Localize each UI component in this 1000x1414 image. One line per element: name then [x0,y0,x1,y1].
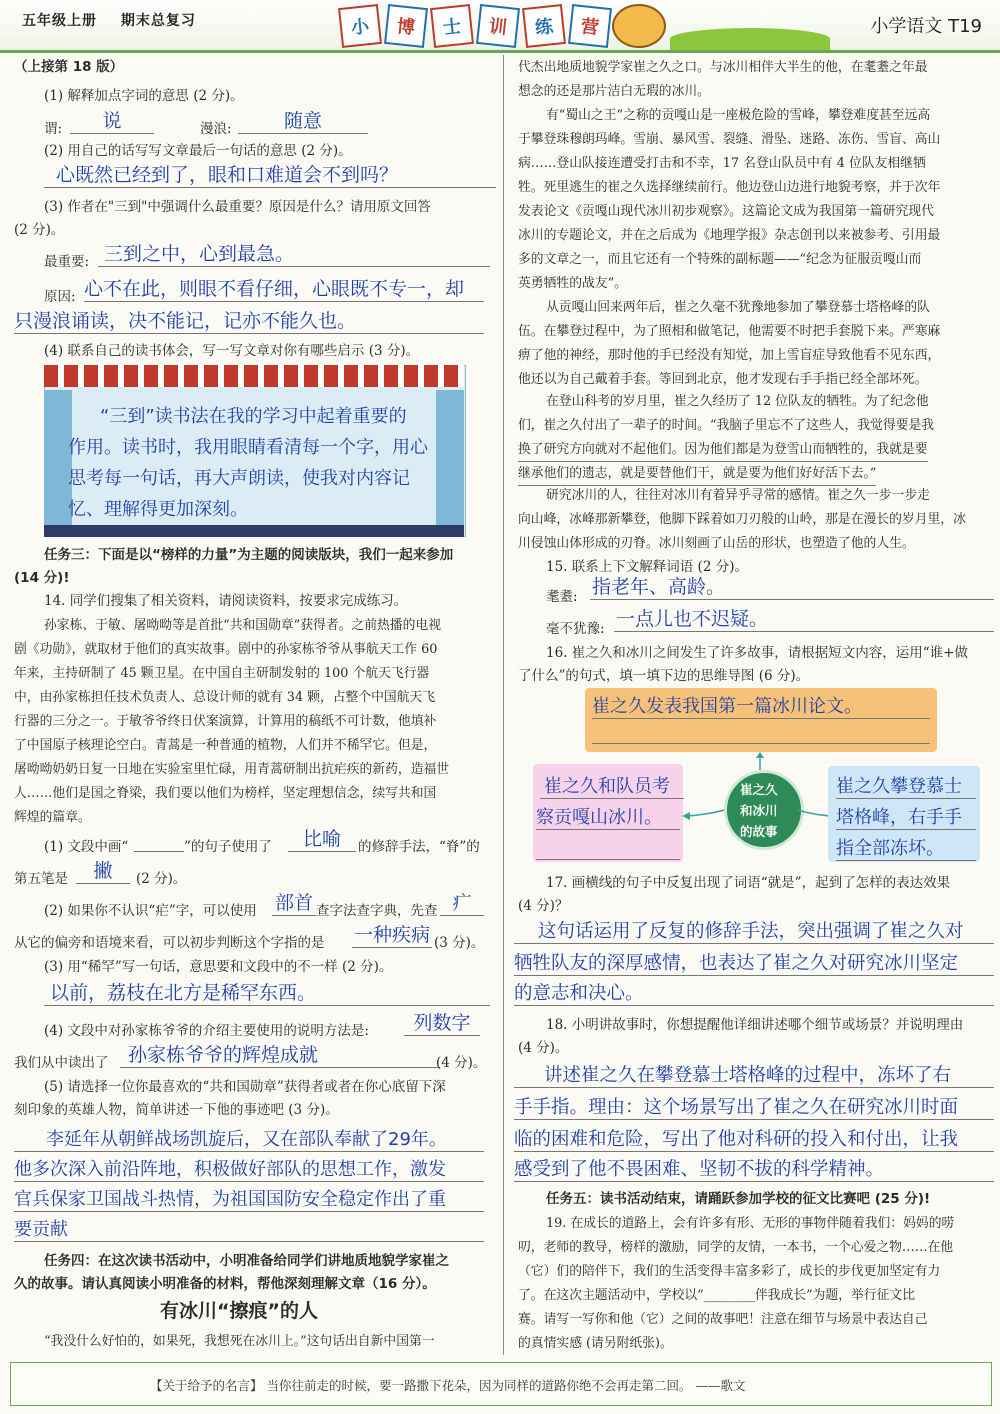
article-line: 想念的还是那片洁白无瑕的冰川。 [518,84,710,99]
q3-reason-answer-2: 只漫浪诵读，决不能记，记亦不能久也。 [14,310,484,334]
q3-score: (2 分)。 [14,222,65,238]
q19-line: 了。在这次主题活动中，学校以“________伴我成长”为题，举行征文比 [518,1288,915,1303]
s2-prompt-d: (3 分)。 [434,935,485,951]
q4-answer-line: 忆、理解得更加深刻。 [68,499,248,520]
q17-prompt: 17. 画横线的句子中反复出现了词语“就是”，起到了怎样的表达效果 [546,875,951,891]
article-line-underlined: 继承他们的遗志，就是要替他们干，就是要为他们好好活下去。” [518,462,876,486]
article-line: 在登山科考的岁月里，崔之久经历了 12 位队友的牺牲。为了纪念他 [546,394,929,409]
article-title: 有冰川“擦痕”的人 [160,1300,318,1322]
map-left-blank-line [536,858,680,860]
q17-answer-line: 这句话运用了反复的修辞手法，突出强调了崔之久对 [514,920,994,944]
article-line: 牲。死里逃生的崔之久选择继续前行。他边登山边进行地貌考察，并于次年 [518,180,941,195]
q17-answer-line: 的意志和决心。 [514,982,994,1006]
header-left [22,10,214,30]
s4-prompt-c: (4 分)。 [436,1055,487,1071]
article-line: 多的文章之一，而且它还有一个特殊的副标题——“纪念为征服贡嘎山而 [518,252,922,267]
s1-answer-rhetoric: 比喻 [288,828,356,852]
s5-answer-line: 要贡献 [14,1218,484,1242]
q17-score: (4 分)？ [518,898,569,914]
continued-label: （上接第 18 版） [14,59,124,75]
task4-heading: 任务四：在这次读书活动中，小明准备给同学们讲地质地貌学家崔之 [44,1253,449,1269]
map-center-line: 和冰川 [740,803,778,818]
article-line: 研究冰川的人，往往对冰川有着异乎寻常的感情。崔之久一步一步走 [546,488,930,503]
article-line: 代杰出地质地貌学家崔之久之口。与冰川相伴大半生的他，在耄耋之年最 [518,60,928,75]
footer-quote: 【关于给予的名言】 当你往前走的时候，要一路撒下花朵，因为同样的道路你绝不会再走第二回。 ——歌文 [150,1378,746,1393]
article-line: 们，崔之久付出了一辈子的时间。“我脑子里忘不了这些人，我觉得要是我 [518,418,935,433]
q15-b-label: 毫不犹豫: [546,621,605,637]
article-line: 从贡嘎山回来两年后，崔之久毫不犹豫地参加了攀登慕士塔格峰的队 [546,300,930,315]
q19-line: （它）们的陪伴下，我们的生活变得丰富多彩了，成长的步伐更加坚定有力 [518,1264,941,1279]
q4-answer-line: 作用。读书时，我用眼睛看清每一个字，用心 [68,437,428,458]
passage-line: 人……他们是国之脊梁，我们要以他们为榜样，坚定理想信念，续写共和国 [14,786,437,801]
s2-prompt-a: (2) 如果你不认识“疟”字，可以使用 [44,903,257,919]
q1-a-answer: 说 [70,110,154,134]
s3-prompt: (3) 用“稀罕”写一句话，意思要和文段中的不一样 (2 分)。 [44,959,393,975]
map-center-line: 的故事 [740,824,778,839]
article-line: 冰川的专题论文，并在之后成为《地理学报》杂志创刊以来被参考、引用最 [518,228,941,243]
s2-prompt-c: 从它的偏旁和语境来看，可以初步判断这个字指的是 [14,935,325,951]
article-line: 英勇牺牲的战友”。 [518,276,627,291]
q15-a-answer: 指老年、高龄。 [590,576,994,600]
q1-b-answer: 随意 [238,110,368,134]
task3-heading: 任务三：下面是以“榜样的力量”为主题的阅读版块，我们一起来参加 [44,547,454,563]
brand-char: 营 [568,4,612,48]
q1-b-label: 漫浪: [200,121,232,137]
q17-answer-line: 牺牲队友的深厚感情，也表达了崔之久对研究冰川坚定 [514,952,994,976]
s4-prompt-b: 我们从中读出了 [14,1055,109,1071]
article-first-line: “我没什么好怕的，如果死，我想死在冰川上。”这句话出自新中国第一 [44,1334,435,1349]
s1-prompt-e: (2 分)。 [136,871,187,887]
q2-prompt: (2) 用自己的话写写文章最后一句话的意思 (2 分)。 [44,143,352,159]
stage-curtain-right [436,390,464,525]
article-line: 他还以为自己戴着手套。等回到北京，他才发现右手手指已经全部坏死。 [518,372,928,387]
map-center-line: 崔之久 [740,782,778,797]
task3-score: (14 分)! [14,570,70,586]
brand-char: 练 [522,4,566,48]
passage-line: 辉煌的篇章。 [14,810,91,825]
s2-answer-method: 部首 [272,892,316,916]
article-line: 于攀登珠穆朗玛峰。雪崩、暴风雪、裂缝、滑坠、迷路、冻伤、雪盲、高山 [518,132,941,147]
s5-prompt: (5) 请选择一位你最喜欢的“共和国勋章”获得者或者在你心底留下深 [44,1079,446,1095]
article-line-underlined: 换了研究方向就对不起他们。因为他们都是为登雪山而牺牲的，我就是要 [518,438,928,462]
mascot-cow-icon [612,4,666,48]
brand-char: 小 [338,4,382,48]
arrow-left-icon [688,810,724,816]
q19-line: 的真情实感 (请另附纸张)。 [518,1336,673,1351]
q3-reason-label: 原因: [44,289,76,305]
q4-answer-line: “三到”读书法在我的学习中起着重要的 [100,406,407,427]
q19-line: 赛。请写一写你和他（它）之间的故事吧！注意在细节与场景中表达自己 [518,1312,928,1327]
s5-answer-line: 李延年从朝鲜战场凯旋后，又在部队奉献了29年。 [14,1128,484,1152]
q3-important-answer: 三到之中，心到最急。 [98,243,490,267]
s1-answer-stroke: 撇 [76,860,130,884]
map-left-text: 察贡嘎山冰川。 [536,803,680,830]
q4-prompt: (4) 联系自己的读书体会，写一写文章对你有哪些启示 (3 分)。 [44,343,420,359]
arrow-right-icon [798,810,830,816]
brand-banner [340,6,610,46]
article-line: 伍。在攀登过程中，为了照相和做笔记，他需要不时把手套脱下来。严寒麻 [518,324,941,339]
q18-answer-line: 手手指。理由：这个场景写出了崔之久在研究冰川时面 [514,1096,994,1120]
q3-prompt: (3) 作者在"三到"中强调什么最重要？原因是什么？请用原文回答 [44,199,431,215]
map-arrows [680,752,840,832]
passage-line: 孙家栋、于敏、屠呦呦等是首批“共和国勋章”获得者。之前热播的电视 [44,618,441,633]
q18-answer-line: 临的困难和危险，写出了他对科研的投入和付出，让我 [514,1128,994,1152]
map-top-blank-line [592,742,930,744]
passage-line: 年来，主持研制了 45 颗卫星。在中国自主研制发射的 100 个航天飞行器 [14,666,430,681]
green-hill-decoration [670,28,830,50]
arrow-left-head-icon [682,812,690,820]
task5-heading: 任务五：读书活动结束，请踊跃参加学校的征文比赛吧 (25 分)! [546,1191,931,1207]
task4-heading-b: 久的故事。请认真阅读小明准备的材料，帮他深刻理解文章（16 分）。 [14,1276,436,1292]
q19-line: 19. 在成长的道路上，会有许多有形、无形的事物伴随着我们：妈妈的唠 [546,1216,955,1231]
brand-char: 博 [384,4,428,48]
q2-answer: 心既然已经到了，眼和口难道会不到吗？ [44,164,496,188]
s2-answer-radical: 疒 [440,892,484,916]
passage-line: 行器的三分之一。于敏爷爷终日伏案演算，计算用的稿纸不可计数，他填补 [14,714,437,729]
q16-prompt: 16. 崔之久和冰川之间发生了许多故事，请根据短文内容，运用“谁+做 [546,645,968,661]
q18-prompt: 18. 小明讲故事时，你想提醒他详细讲述哪个细节或场景？并说明理由 [546,1017,964,1033]
s1-prompt-d: 第五笔是 [14,871,68,887]
passage-line: 剧《功勋》，就取材于他们的真实故事。剧中的孙家栋爷爷从事航天工作 60 [14,642,438,657]
s1-prompt-a: (1) 文段中画“ [44,839,129,855]
s4-prompt-a: (4) 文段中对孙家栋爷爷的介绍主要使用的说明方法是: [44,1023,369,1039]
arrow-up-head-icon [756,752,764,758]
map-top-text: 崔之久发表我国第一篇冰川论文。 [592,692,930,719]
passage-line: 中，由孙家栋担任技术负责人、总设计师的就有 34 颗，占整个中国航天飞 [14,690,436,705]
s1-blank-line [134,850,184,852]
q18-answer-line: 感受到了他不畏困难、坚韧不拔的科学精神。 [514,1158,994,1182]
q15-prompt: 15. 联系上下文解释词语 (2 分)。 [546,559,748,575]
stage-floor [44,525,464,537]
subject-page-label: 小学语文 T19 [870,16,982,37]
s4-answer-reading: 孙家栋爷爷的辉煌成就 [120,1044,440,1068]
brand-char: 士 [430,4,474,48]
brand-char: 训 [476,4,520,48]
s5-answer-line: 官兵保家卫国战斗热情，为祖国国防安全稳定作出了重 [14,1188,484,1212]
map-right-text: 崔之久攀登慕士 [836,772,976,799]
s3-answer: 以前，荔枝在北方是稀罕东西。 [44,982,490,1006]
q1-a-label: 谓: [44,121,63,137]
article-line: 发表论文《贡嘎山现代冰川初步观察》。这篇论文成为我国第一篇研究现代 [518,204,934,219]
s2-prompt-b: 查字法查字典，先查 [316,903,438,919]
s4-answer-method: 列数字 [404,1012,480,1036]
q18-score: (4 分)。 [518,1040,569,1056]
article-line: 有“蜀山之王”之称的贡嘎山是一座极危险的雪峰，攀登难度甚至远高 [546,108,931,123]
passage-line: 屠呦呦奶奶日复一日地在实验室里忙碌，用青蒿研制出抗疟疾的新药，造福世 [14,762,450,777]
map-right-text: 指全部冻坏。 [836,834,976,861]
q15-b-answer: 一点儿也不迟疑。 [614,608,994,632]
q3-reason-answer-1: 心不在此，则眼不看仔细，心眼既不专一，却 [84,278,484,302]
q1-prompt: (1) 解释加点字词的意思 (2 分)。 [44,88,244,104]
article-line: 病……登山队接连遭受打击和不幸，17 名登山队员中有 4 位队友相继牺 [518,156,926,171]
review-label: 期末总复习 [120,13,196,29]
map-right-text: 塔格峰，右手手 [836,803,976,830]
s5-answer-line: 他多次深入前沿阵地，积极做好部队的思想工作，激发 [14,1158,484,1182]
column-divider [503,55,504,1355]
map-left-text: 崔之久和队员考 [540,772,684,799]
s2-answer-meaning: 一种疾病 [353,924,430,946]
passage-line: 了中国原子核理论空白。青蒿是一种普通的植物，人们并不稀罕它。但是， [14,738,437,753]
q4-answer-line: 思考每一句话，再大声朗读，使我对内容记 [68,468,410,489]
s1-prompt-c: 的修辞手法，“脊”的 [358,839,480,855]
grade-label: 五年级上册 [22,13,97,29]
s5-prompt-b: 刻印象的英雄人物，简单讲述一下他的事迹吧 (3 分)。 [14,1102,339,1118]
article-line: 川侵蚀山体形成的刃脊。冰川刻画了山岳的形状，也塑造了他的人生。 [518,536,915,551]
article-line: 痹了他的神经，那时他的手已经没有知觉，加上雪盲症导致他看不见东西， [518,348,941,363]
q19-line: 叨，老师的教导，榜样的激励，同学的友情，一本书，一个心爱之物……在他 [518,1240,954,1255]
stage-curtain [44,365,464,387]
q3-important-label: 最重要: [44,254,90,270]
q14-prompt: 14. 同学们搜集了相关资料，请阅读资料，按要求完成练习。 [44,593,408,609]
q15-a-label: 耄耋: [546,589,578,605]
article-line: 向山峰，冰峰那新攀登，他脚下踩着如刀刃般的山岭，那是在漫长的岁月里，冰 [518,512,966,527]
q18-answer-line: 讲述崔之久在攀登慕士塔格峰的过程中，冻坏了右 [514,1064,994,1088]
q16-prompt-b: 了什么”的句式，填一填下边的思维导图 (6 分)。 [518,668,810,684]
s1-prompt-b: ”的句子使用了 [184,839,272,855]
